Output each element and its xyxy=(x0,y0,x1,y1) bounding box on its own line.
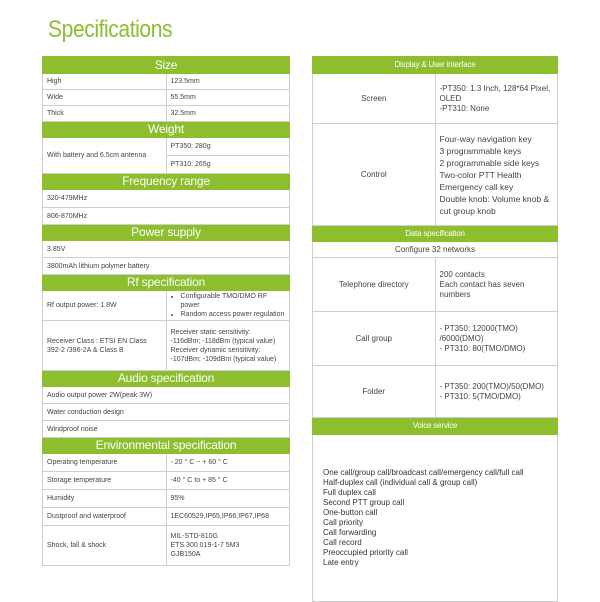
weight-value: PT310: 265g xyxy=(166,156,290,174)
table-row xyxy=(43,90,290,106)
control-label: Control xyxy=(313,124,436,226)
list-item: ETS 300 019-1-7 5M3 xyxy=(170,542,240,549)
list-item: GJB150A xyxy=(170,551,201,558)
list-item: 3 programmable keys xyxy=(439,145,522,156)
voice-list xyxy=(313,435,558,602)
list-item: Four-way navigation key xyxy=(439,133,532,144)
list-item: 200 contacts xyxy=(439,269,485,279)
list-item: Half-duplex call (individual call & group call) xyxy=(323,478,478,487)
env-label: Dustproof and waterproof xyxy=(43,508,167,526)
audio-header: Audio specification xyxy=(43,371,290,387)
data-spec-sub: Configure 32 networks xyxy=(313,242,558,258)
list-item: -PT350: 1.3 Inch, 128*64 Pixel, OLED xyxy=(439,83,551,103)
env-label: Humidity xyxy=(43,490,167,508)
size-label: Wide xyxy=(43,90,167,106)
list-item: Preoccupied priority call xyxy=(323,548,408,557)
table-row xyxy=(313,366,558,418)
env-shock-values xyxy=(166,526,290,566)
frequency-header: Frequency range xyxy=(43,174,290,190)
rf-output-label: Rf output power: 1.8W xyxy=(43,291,167,321)
table-row xyxy=(313,74,558,124)
left-spec-table xyxy=(42,56,290,566)
list-item: • Random access power regulation xyxy=(181,310,286,319)
table-row xyxy=(43,321,290,371)
screen-values xyxy=(435,74,558,124)
table-row xyxy=(43,138,290,156)
list-item: Two-color PTT Health xyxy=(439,169,522,180)
weight-header: Weight xyxy=(43,122,290,138)
power-header: Power supply xyxy=(43,225,290,241)
size-header: Size xyxy=(43,57,290,74)
table-row xyxy=(43,526,290,566)
env-header: Environmental specification xyxy=(43,438,290,454)
table-row xyxy=(43,241,290,258)
table-row xyxy=(43,454,290,472)
env-value: - 20 ° C ~ + 60 ° C xyxy=(166,454,290,472)
list-item: One-button call xyxy=(323,508,378,517)
list-item: Call forwarding xyxy=(323,528,377,537)
page-title: Specifications xyxy=(48,16,173,43)
data-spec-values xyxy=(435,366,558,418)
table-row xyxy=(43,490,290,508)
list-item: 2 programmable side keys xyxy=(439,157,540,168)
list-item: -107dBm; -109dBm (typical value) xyxy=(170,355,277,363)
size-value: 123.5mm xyxy=(166,74,290,90)
audio-value: Windproof noise xyxy=(43,421,290,438)
table-row xyxy=(43,74,290,90)
frequency-value: 320-479MHz xyxy=(43,190,290,208)
table-row xyxy=(43,508,290,526)
table-row xyxy=(43,106,290,122)
screen-label: Screen xyxy=(313,74,436,124)
list-item: Each contact has seven numbers xyxy=(439,279,525,299)
table-row xyxy=(43,258,290,275)
table-row xyxy=(43,421,290,438)
data-spec-values xyxy=(435,312,558,366)
table-row xyxy=(313,435,558,602)
control-values xyxy=(435,124,558,226)
right-spec-table xyxy=(312,56,558,602)
env-value: -40 ° C to + 85 ° C xyxy=(166,472,290,490)
env-value: 1EC60529,IP65,IP66,IP67,IP68 xyxy=(166,508,290,526)
list-item: Call priority xyxy=(323,518,364,527)
table-row xyxy=(43,472,290,490)
frequency-value: 806-870MHz xyxy=(43,208,290,225)
list-item: Second PTT group call xyxy=(323,498,405,507)
env-label: Operating temperature xyxy=(43,454,167,472)
list-item: Late entry xyxy=(323,558,359,567)
table-row xyxy=(43,387,290,404)
right-spec-column xyxy=(312,56,558,602)
data-spec-header: Data specification xyxy=(313,226,558,242)
table-row xyxy=(313,124,558,226)
power-value: 3.85V xyxy=(43,241,290,258)
audio-value: Audio output power 2W(peak 3W) xyxy=(43,387,290,404)
voice-header: Voice service xyxy=(313,418,558,435)
table-row xyxy=(313,312,558,366)
list-item: One call/group call/broadcast call/emergency call/full call xyxy=(323,468,524,477)
list-item: - PT310: 80(TMO/DMO) xyxy=(439,343,526,353)
table-row xyxy=(43,404,290,421)
table-row xyxy=(313,242,558,258)
rf-output-values xyxy=(166,291,290,321)
list-item: - PT350: 12000(TMO) /6000(DMO) xyxy=(439,323,518,343)
weight-label: With battery and 6.5cm antenna xyxy=(43,138,167,174)
table-row xyxy=(43,291,290,321)
table-row xyxy=(43,190,290,208)
list-item: -PT310: None xyxy=(439,103,490,113)
env-label: Storage temperature xyxy=(43,472,167,490)
list-item: Call record xyxy=(323,538,362,547)
table-row xyxy=(313,258,558,312)
list-item: -116dBm; -118dBm (typical value) xyxy=(170,337,276,345)
data-spec-label: Folder xyxy=(313,366,436,418)
list-item: • Configurable TMO/DMO RF power xyxy=(181,292,286,310)
list-item: - PT310: 5(TMO/DMO) xyxy=(439,391,521,401)
data-spec-values xyxy=(435,258,558,312)
size-value: 32.5mm xyxy=(166,106,290,122)
rf-receiver-label: Receiver Class : ETSI EN Class 392-2 /396-2A & Class B xyxy=(43,321,167,371)
env-shock-label: Shock, fall & shock xyxy=(43,526,167,566)
power-value: 3800mAh lithium polymer battery xyxy=(43,258,290,275)
rf-receiver-values xyxy=(166,321,290,371)
size-label: Thick xyxy=(43,106,167,122)
list-item: Double knob: Volume knob & cut group knob xyxy=(439,193,550,216)
list-item: Full duplex call xyxy=(323,488,376,497)
table-row xyxy=(43,208,290,225)
list-item: Receiver dynamic sensitivity: xyxy=(170,346,261,354)
env-value: 95% xyxy=(166,490,290,508)
audio-value: Water conduction design xyxy=(43,404,290,421)
size-value: 55.5mm xyxy=(166,90,290,106)
list-item: Emergency call key xyxy=(439,181,514,192)
list-item: MIL-STD-810G xyxy=(170,533,218,540)
data-spec-label: Telephone directory xyxy=(313,258,436,312)
data-spec-label: Call group xyxy=(313,312,436,366)
list-item: Receiver static sensitivity: xyxy=(170,328,251,336)
size-label: High xyxy=(43,74,167,90)
display-header: Display & User interface xyxy=(313,57,558,74)
left-spec-column xyxy=(42,56,290,566)
list-item: - PT350: 200(TMO)/50(DMO) xyxy=(439,381,544,391)
weight-value: PT350: 280g xyxy=(166,138,290,156)
rf-header: Rf specification xyxy=(43,275,290,291)
